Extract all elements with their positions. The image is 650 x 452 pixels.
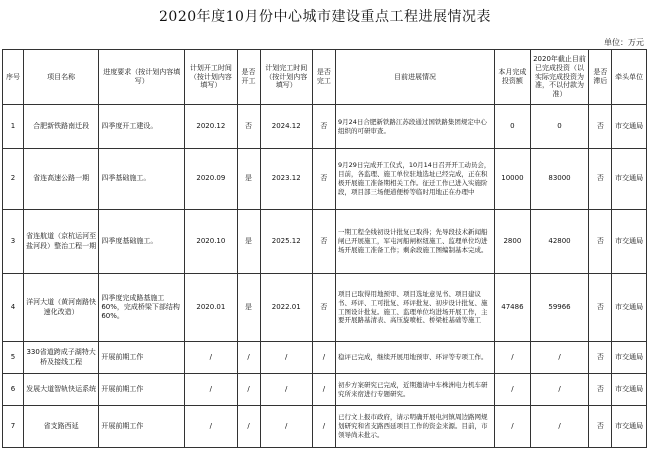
cell-seq: 3 [3,210,24,274]
cell-completed: / [312,342,335,374]
col-header-cum-inv: 2020年截止目前已完成投资（以实际完成投资为准，不以付款为准） [530,50,589,105]
cell-month-inv: / [495,406,531,448]
cell-progress: 一期工程全线初设计批复已取得；先导段技术新闻船闸已开展施工，军屯河船闸枢纽施工、监理单位均进场开展施工准备工作；剩余段施工图编制基本完成。 [335,210,494,274]
cell-req: 四季度开工建设。 [99,105,185,149]
cell-completed: / [312,374,335,406]
cell-lead: 市交通局 [612,105,647,149]
table-row [3,374,647,406]
cell-month-inv: 47486 [495,274,531,342]
cell-end-plan: / [260,406,312,448]
cell-start-plan: 2020.12 [185,105,237,149]
col-header-month-inv: 本月完成投资额 [495,50,531,105]
cell-seq: 4 [3,274,24,342]
cell-lead: 市交通局 [612,210,647,274]
cell-lag: 否 [589,149,612,210]
cell-name: 省支路西延 [23,406,98,448]
cell-name: 合肥新铁路南迁段 [23,105,98,149]
cell-lag: 否 [589,210,612,274]
cell-started: / [237,406,260,448]
cell-seq: 7 [3,406,24,448]
cell-name: 330省道跨成子湖特大桥及接线工程 [23,342,98,374]
cell-end-plan: / [260,342,312,374]
cell-req: 开展前期工作 [99,406,185,448]
cell-req: 开展前期工作 [99,342,185,374]
cell-req: 四季基础施工。 [99,149,185,210]
table-row [3,105,647,149]
cell-req: 四季度基础施工。 [99,210,185,274]
cell-month-inv: / [495,374,531,406]
cell-lag: 否 [589,374,612,406]
cell-end-plan: / [260,374,312,406]
cell-progress: 9月24日合肥新铁路江苏段通过国铁路集团规定中心组织的可研审查。 [335,105,494,149]
header-row [3,50,647,105]
cell-start-plan: 2020.01 [185,274,237,342]
col-header-lead: 牵头单位 [612,50,647,105]
cell-started: 是 [237,210,260,274]
cell-start-plan: / [185,374,237,406]
cell-completed: 否 [312,105,335,149]
cell-month-inv: 10000 [495,149,531,210]
unit-label: 单位：万元 [604,38,644,47]
cell-cum-inv: 42800 [530,210,589,274]
cell-seq: 2 [3,149,24,210]
cell-lag: 否 [589,105,612,149]
cell-progress: 已行文上报市政府，请示明确开展电河镇周边路网规划研究和省支路西延项目工作的资金来源。目前，市领导尚未批示。 [335,406,494,448]
cell-cum-inv: 0 [530,105,589,149]
cell-lag: 否 [589,342,612,374]
cell-cum-inv: 59966 [530,274,589,342]
cell-name: 洋河大道（黄河南路快速化改造） [23,274,98,342]
cell-cum-inv: / [530,374,589,406]
table-row [3,342,647,374]
cell-month-inv: / [495,342,531,374]
cell-started: / [237,374,260,406]
col-header-completed: 是否完工 [312,50,335,105]
cell-completed: 否 [312,210,335,274]
cell-seq: 6 [3,374,24,406]
col-header-seq: 序号 [3,50,24,105]
cell-started: 是 [237,149,260,210]
cell-started: 否 [237,105,260,149]
cell-start-plan: / [185,406,237,448]
cell-name: 省连航道（京杭运河至盐河段）整治工程一期 [23,210,98,274]
cell-completed: / [312,406,335,448]
cell-progress: 项目已取得用地预审、项目选址意见书、项目建议书、环评、工可批复、环评批复、初步设计批复、施工图设计批复。施工、监理单位均进场开展工作，主要开展路基清表、高压旋喷桩、桥梁桩基础等施工 [335,274,494,342]
cell-lead: 市交通局 [612,374,647,406]
cell-seq: 1 [3,105,24,149]
col-header-end-plan: 计划完工时间（按计划内容填写） [260,50,312,105]
cell-progress: 初步方案研究已完成，近期邀请中车株洲电力机车研究所来宿进行专题研究。 [335,374,494,406]
cell-end-plan: 2022.01 [260,274,312,342]
page-title: 2020年度10月份中心城市建设重点工程进展情况表 [159,9,491,25]
cell-start-plan: / [185,342,237,374]
col-header-started: 是否开工 [237,50,260,105]
cell-req: 四季度完成路基施工60%，完成桥梁下部结构60%。 [99,274,185,342]
cell-cum-inv: / [530,406,589,448]
cell-start-plan: 2020.09 [185,149,237,210]
cell-started: 是 [237,274,260,342]
cell-name: 发展大道智轨快运系统 [23,374,98,406]
cell-month-inv: 2800 [495,210,531,274]
cell-lag: 否 [589,406,612,448]
cell-lead: 市交通局 [612,406,647,448]
col-header-req: 进度要求（按计划内容填写） [99,50,185,105]
cell-start-plan: 2020.10 [185,210,237,274]
cell-lag: 否 [589,274,612,342]
cell-seq: 5 [3,342,24,374]
cell-end-plan: 2023.12 [260,149,312,210]
cell-name: 省连高速公路一期 [23,149,98,210]
table-row [3,149,647,210]
cell-end-plan: 2025.12 [260,210,312,274]
cell-end-plan: 2024.12 [260,105,312,149]
col-header-name: 项目名称 [23,50,98,105]
cell-lead: 市交通局 [612,274,647,342]
table-row [3,210,647,274]
cell-cum-inv: 83000 [530,149,589,210]
cell-started: / [237,342,260,374]
table-row [3,274,647,342]
cell-progress: 9月29日完成开工仪式，10月14日召开开工动员会，目前，各监理、施工单位驻地选址已经完成，正在积极开展施工准备期相关工作。征迁工作已进入实施阶段，项目部三场便道便桥等临时用地正在办理中 [335,149,494,210]
cell-lead: 市交通局 [612,149,647,210]
cell-completed: 否 [312,274,335,342]
table-row [3,406,647,448]
cell-completed: 否 [312,149,335,210]
cell-req: 开展前期工作 [99,374,185,406]
cell-progress: 稳评已完成，继续开展用地预审、环评等专项工作。 [335,342,494,374]
cell-month-inv: 0 [495,105,531,149]
col-header-start-plan: 计划开工时间（按计划内容填写） [185,50,237,105]
col-header-progress: 目前进展情况 [335,50,494,105]
cell-cum-inv: / [530,342,589,374]
col-header-lag: 是否滞后 [589,50,612,105]
cell-lead: 市交通局 [612,342,647,374]
progress-table [2,49,647,448]
